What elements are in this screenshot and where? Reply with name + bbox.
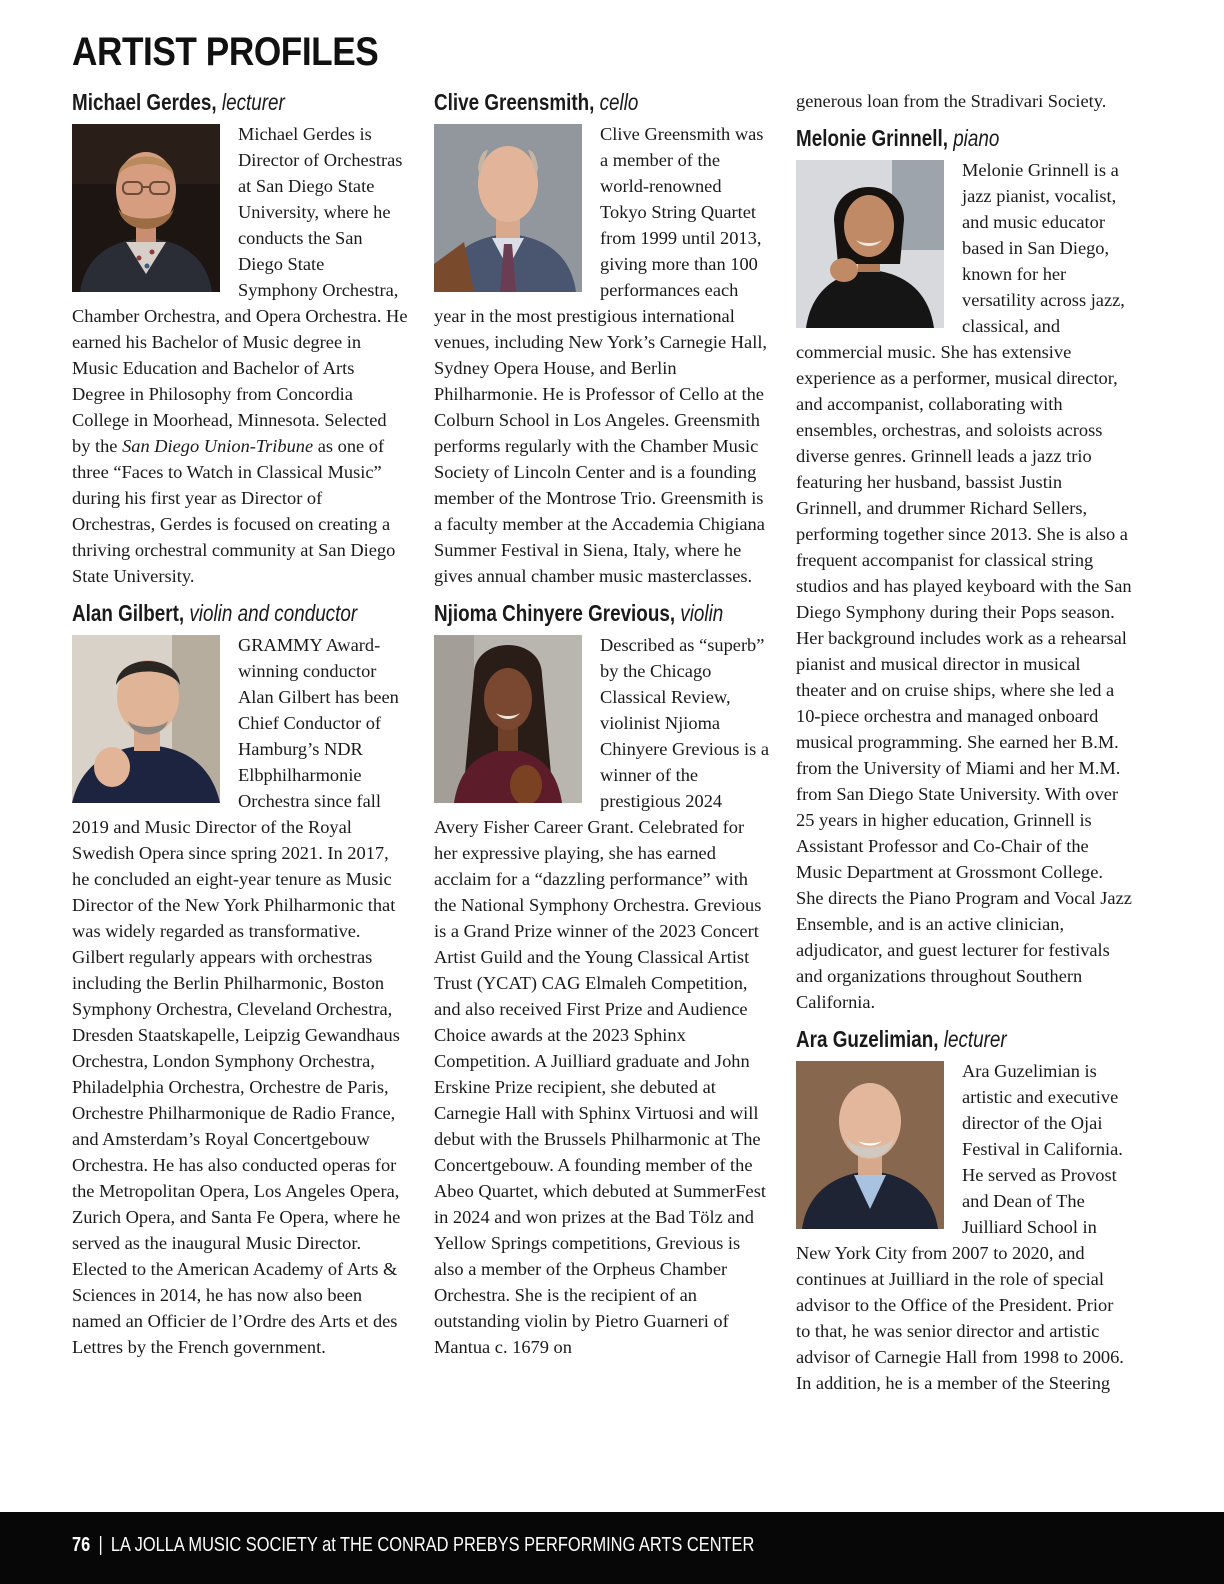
artist-bio: Melonie Grinnell is a jazz pianist, vocalist, and music educator based in San Diego, known for her versatility across jazz, classical, and commercial music. She has extensive experience as a performer, musical director, and accompanist, collaborating with ensembles, orchestras, and soloists across diverse genres. Grinnell leads a jazz trio featuring her husband, bassist Justin Grinnell, and drummer Richard Sellers, performing together since 2013. She is also a frequent accompanist for classical string studios and has played keyboard with the San Diego Symphony during their Pops season. Her background includes work as a rehearsal pianist and musical director in musical theater and on cruise ships, where she led a 10-piece orchestra and managed onboard musical programming. She earned her B.M. from the University of Miami and her M.M. from San Diego State University. With over 25 years in higher education, Grinnell is Assistant Professor and Co-Chair of the Music Department at Grossmont College. She directs the Piano Program and Vocal Jazz Ensemble, and is an active clinician, adjudicator, and guest lecturer for festivals and organizations throughout Southern California. [796, 160, 1132, 1012]
column-3 [796, 88, 1132, 1406]
artist-photo-guzelimian [796, 1061, 944, 1229]
artist-role: cello [599, 89, 639, 115]
artist-photo-gerdes [72, 124, 220, 292]
venue-name: THE CONRAD PREBYS PERFORMING ARTS CENTER [340, 1534, 755, 1556]
artist-name: Njioma Chinyere Grevious, [434, 600, 676, 626]
profile-clive-greensmith [434, 88, 770, 589]
artist-photo-grinnell [796, 160, 944, 328]
artist-role: violin [680, 600, 724, 626]
artist-photo-gilbert [72, 635, 220, 803]
artist-photo-grevious [434, 635, 582, 803]
artist-name: Michael Gerdes, [72, 89, 217, 115]
profile-heading [796, 1025, 1072, 1053]
profile-njioma-grevious [434, 599, 770, 1360]
footer-text [72, 1534, 754, 1557]
publication-name: San Diego Union-Tribune [122, 436, 314, 456]
page-footer [0, 1512, 1224, 1584]
publication-name: LA JOLLA MUSIC SOCIETY [110, 1534, 318, 1556]
artist-name: Clive Greensmith, [434, 89, 595, 115]
artist-role: lecturer [943, 1026, 1007, 1052]
artist-photo-greensmith [434, 124, 582, 292]
artist-bio: Described as “superb” by the Chicago Classical Review, violinist Njioma Chinyere Grevious is a winner of the prestigious 2024 Avery Fisher Career Grant. Celebrated for her expressive playing, she has earned acclaim for a “dazzling performance” with the National Symphony Orchestra. Grevious is a Grand Prize winner of the 2023 Concert Artist Guild and the Young Classical Artist Trust (YCAT) CAG Elmaleh Competition, and also received First Prize and Audience Choice awards at the 2023 Sphinx Competition. A Juilliard graduate and John Erskine Prize recipient, she debuted at Carnegie Hall with Sphinx Virtuosi and will debut with the Brussels Philharmonic at The Concertgebouw. A founding member of the Abeo Quartet, which debuted at SummerFest in 2024 and won prizes at the Bad Tölz and Yellow Springs competitions, Grevious is also a member of the Orpheus Chamber Orchestra. She is the recipient of an outstanding violin by Pietro Guarneri of Mantua c. 1679 on [434, 635, 770, 1357]
profile-heading [72, 599, 358, 627]
profile-heading [796, 124, 1072, 152]
artist-bio: Ara Guzelimian is artistic and executive director of the Ojai Festival in California. He served as Provost and Dean of The Juilliard School in New York City from 2007 to 2020, and continues at Juilliard in the role of special advisor to the Office of the President. Prior to that, he was senior director and artistic advisor of Carnegie Hall from 1998 to 2006. In addition, he is a member of the Steering [796, 1061, 1124, 1393]
artist-bio: GRAMMY Award-winning conductor Alan Gilbert has been Chief Conductor of Hamburg’s NDR Elbphilharmonie Orchestra since fall 2019 and Music Director of the Royal Swedish Opera since spring 2021. In 2017, he concluded an eight-year tenure as Music Director of the New York Philharmonic that was widely regarded as transformative. Gilbert regularly appears with orchestras including the Berlin Philharmonic, Boston Symphony Orchestra, Cleveland Orchestra, Dresden Staatskapelle, Leipzig Gewandhaus Orchestra, London Symphony Orchestra, Philadelphia Orchestra, Orchestre de Paris, Orchestre Philharmonique de Radio France, and Amsterdam’s Royal Concertgebouw Orchestra. He has also conducted operas for the Metropolitan Opera, Los Angeles Opera, Zurich Opera, and Santa Fe Opera, where he served as the inaugural Music Director. Elected to the American Academy of Arts & Sciences in 2014, he has now also been named an Officier de l’Ordre des Arts et des Lettres by the French government. [72, 635, 401, 1357]
artist-role: violin and conductor [189, 600, 358, 626]
profile-heading [72, 88, 348, 116]
artist-bio-continuation: generous loan from the Stradivari Society. [796, 91, 1107, 111]
column-1 [72, 88, 408, 1370]
footer-separator: | [98, 1534, 103, 1556]
artist-name: Melonie Grinnell, [796, 125, 948, 151]
artist-bio: Clive Greensmith was a member of the world-renowned Tokyo String Quartet from 1999 until 2013, giving more than 100 performances each year in the most prestigious international venues, including New York’s Carnegie Hall, Sydney Opera House, and Berlin Philharmonie. He is Professor of Cello at the Colburn School in Los Angeles. Greensmith performs regularly with the Chamber Music Society of Lincoln Center and is a founding member of the Montrose Trio. Greensmith is a faculty member at the Accademia Chigiana Summer Festival in Siena, Italy, where he gives annual chamber music masterclasses. [434, 124, 768, 586]
artist-role: piano [953, 125, 1000, 151]
artist-role: lecturer [221, 89, 285, 115]
artist-name: Alan Gilbert, [72, 600, 185, 626]
artist-bio: Michael Gerdes is Director of Orchestras at San Diego State University, where he conducts the San Diego State Symphony Orchestra, Chamber Orchestra, and Opera Orchestra. He earned his Bachelor of Music degree in Music Education and Bachelor of Arts Degree in Philosophy from Concordia College in Moorhead, Minnesota. Selected by the San Diego Union-Tribune as one of three “Faces to Watch in Classical Music” during his first year as Director of Orchestras, Gerdes is focused on creating a thriving orchestral community at San Diego State University. [72, 124, 408, 586]
profile-heading [434, 88, 710, 116]
profile-michael-gerdes [72, 88, 408, 589]
footer-connector: at [322, 1534, 336, 1556]
page-title: ARTIST PROFILES [72, 30, 379, 74]
artist-name: Ara Guzelimian, [796, 1026, 939, 1052]
column-2 [434, 88, 770, 1370]
profile-melonie-grinnell [796, 124, 1132, 1015]
profile-ara-guzelimian [796, 1025, 1132, 1396]
profile-alan-gilbert [72, 599, 408, 1360]
profile-continuation [796, 88, 1132, 114]
page-number: 76 [72, 1534, 91, 1556]
profile-heading [434, 599, 724, 627]
